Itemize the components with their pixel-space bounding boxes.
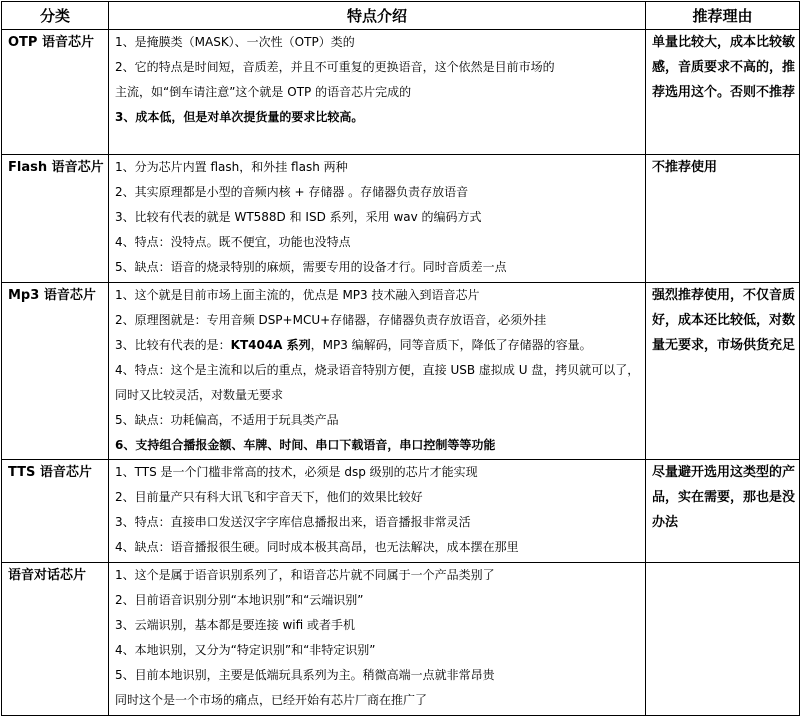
category-cell: 语音对话芯片 — [2, 563, 109, 716]
features-cell — [109, 283, 646, 460]
reason-cell: 单量比较大，成本比较敏感，音质要求不高的，推荐选用这个。否则不推荐 — [646, 30, 800, 155]
reason-cell — [646, 563, 800, 716]
feature-line: 2、目前量产只有科大讯飞和宇音天下，他们的效果比较好 — [115, 490, 423, 504]
table-row — [2, 460, 800, 563]
category-cell: OTP 语音芯片 — [2, 30, 109, 155]
feature-line: 1、分为芯片内置 flash，和外挂 flash 两种 — [115, 160, 348, 174]
header-row — [2, 2, 800, 30]
table-row — [2, 563, 800, 716]
feature-line: 3、比较有代表的就是 WT588D 和 ISD 系列，采用 wav 的编码方式 — [115, 210, 482, 224]
table-row — [2, 30, 800, 155]
features-cell — [109, 563, 646, 716]
category-cell: Mp3 语音芯片 — [2, 283, 109, 460]
feature-line: 2、它的特点是时间短，音质差，并且不可重复的更换语音，这个依然是目前市场的 — [115, 60, 555, 74]
product-highlight: KT404A 系列 — [230, 338, 311, 352]
features-cell — [109, 460, 646, 563]
feature-line: 2、目前语音识别分别“本地识别”和“云端识别” — [115, 593, 364, 607]
features-cell — [109, 155, 646, 283]
reason-cell: 强烈推荐使用，不仅音质好，成本还比较低，对数量无要求，市场供货充足 — [646, 283, 800, 460]
feature-line: 2、原理图就是：专用音频 DSP+MCU+存储器，存储器负责存放语音，必须外挂 — [115, 313, 547, 327]
feature-line: 6、支持组合播报金额、车牌、时间、串口下载语音，串口控制等等功能 — [115, 438, 496, 452]
table-row — [2, 155, 800, 283]
table-row — [2, 283, 800, 460]
feature-line: 同时这个是一个市场的痛点，已经开始有芯片厂商在推广了 — [115, 693, 428, 707]
header-category: 分类 — [2, 2, 109, 30]
feature-line: 3、云端识别，基本都是要连接 wifi 或者手机 — [115, 618, 355, 632]
feature-line: 5、缺点：功耗偏高，不适用于玩具类产品 — [115, 413, 339, 427]
reason-cell: 尽量避开选用这类型的产品，实在需要，那也是没办法 — [646, 460, 800, 563]
feature-line: 3、成本低，但是对单次提货量的要求比较高。 — [115, 110, 364, 124]
feature-line: 1、TTS 是一个门槛非常高的技术，必须是 dsp 级别的芯片才能实现 — [115, 465, 478, 479]
feature-line: 1、这个是属于语音识别系列了，和语音芯片就不同属于一个产品类别了 — [115, 568, 495, 582]
category-cell: TTS 语音芯片 — [2, 460, 109, 563]
feature-line: 2、其实原理都是小型的音频内核 + 存储器 。存储器负责存放语音 — [115, 185, 469, 199]
reason-cell: 不推荐使用 — [646, 155, 800, 283]
category-cell: Flash 语音芯片 — [2, 155, 109, 283]
header-features: 特点介绍 — [109, 2, 646, 30]
comparison-table — [1, 1, 800, 716]
feature-line: 5、缺点：语音的烧录特别的麻烦，需要专用的设备才行。同时音质差一点 — [115, 260, 507, 274]
header-reason: 推荐理由 — [646, 2, 800, 30]
feature-line: 3、特点：直接串口发送汉字字库信息播报出来，语音播报非常灵活 — [115, 515, 471, 529]
feature-line: 4、缺点：语音播报很生硬。同时成本极其高昂，也无法解决，成本摆在那里 — [115, 540, 519, 554]
features-cell — [109, 30, 646, 155]
feature-line: 1、这个就是目前市场上面主流的，优点是 MP3 技术融入到语音芯片 — [115, 288, 480, 302]
feature-line: 主流，如“倒车请注意”这个就是 OTP 的语音芯片完成的 — [115, 85, 412, 99]
feature-line: 1、是掩膜类（MASK）、一次性（OTP）类的 — [115, 35, 355, 49]
feature-line: 4、特点：没特点。既不便宜，功能也没特点 — [115, 235, 351, 249]
feature-line: 4、本地识别，又分为“特定识别”和“非特定识别” — [115, 643, 376, 657]
feature-line: 4、特点：这个是主流和以后的重点，烧录语音特别方便，直接 USB 虚拟成 U 盘，拷贝就可以了，同时又比较灵活，对数量无要求 — [115, 363, 640, 402]
feature-line: 3、比较有代表的是：KT404A 系列，MP3 编解码，同等音质下，降低了存储器的容量。 — [115, 338, 592, 352]
feature-line: 5、目前本地识别，主要是低端玩具系列为主。稍微高端一点就非常昂贵 — [115, 668, 495, 682]
